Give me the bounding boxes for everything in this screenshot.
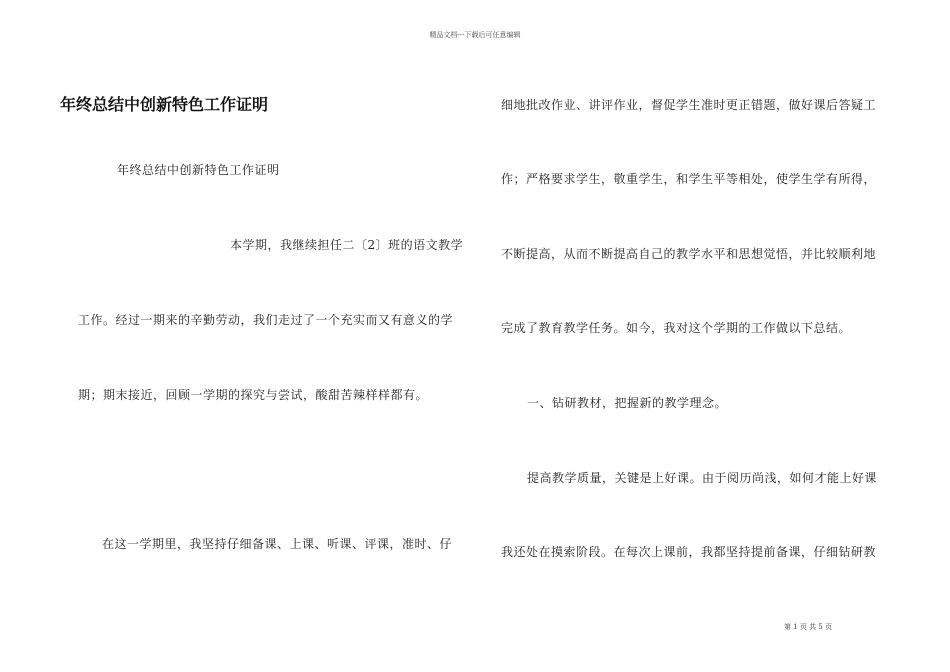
section-heading: 一、钻研教材，把握新的教学理念。 [527, 396, 728, 410]
paragraph-line: 不断提高，从而不断提高自己的教学水平和思想觉悟，并比较顺利地 [501, 247, 877, 261]
paragraph-line: 作；严格要求学生，敬重学生，和学生平等相处，使学生学有所得， [501, 172, 877, 186]
paragraph-line: 我还处在摸索阶段。在每次上课前，我都坚持提前备课，仔细钻研教 [501, 545, 877, 559]
paragraph-line: 在这一学期里，我坚持仔细备课、上课、听课、评课，准时、仔 [102, 537, 453, 551]
paragraph-line: 工作。经过一期来的辛勤劳动，我们走过了一个充实而又有意义的学 [78, 313, 454, 327]
paragraph-line: 完成了教育教学任务。如今，我对这个学期的工作做以下总结。 [501, 321, 852, 335]
paragraph-line: 细地批改作业、讲评作业，督促学生准时更正错题，做好课后答疑工 [501, 98, 877, 112]
paragraph-line: 提高教学质量，关键是上好课。由于阅历尚浅，如何才能上好课 [527, 471, 878, 485]
paragraph-line: 期；期末接近，回顾一学期的探究与尝试，酸甜苦辣样样都有。 [78, 388, 429, 402]
page-header-note: 精品文档---下载后可任意编辑 [429, 31, 521, 39]
document-title: 年终总结中创新特色工作证明 [60, 95, 269, 114]
paragraph-line: 年终总结中创新特色工作证明 [117, 163, 280, 177]
page-number: 第 1 页 共 5 页 [783, 623, 832, 631]
paragraph-line: 本学期，我继续担任二〔2〕班的语文教学 [230, 238, 464, 252]
